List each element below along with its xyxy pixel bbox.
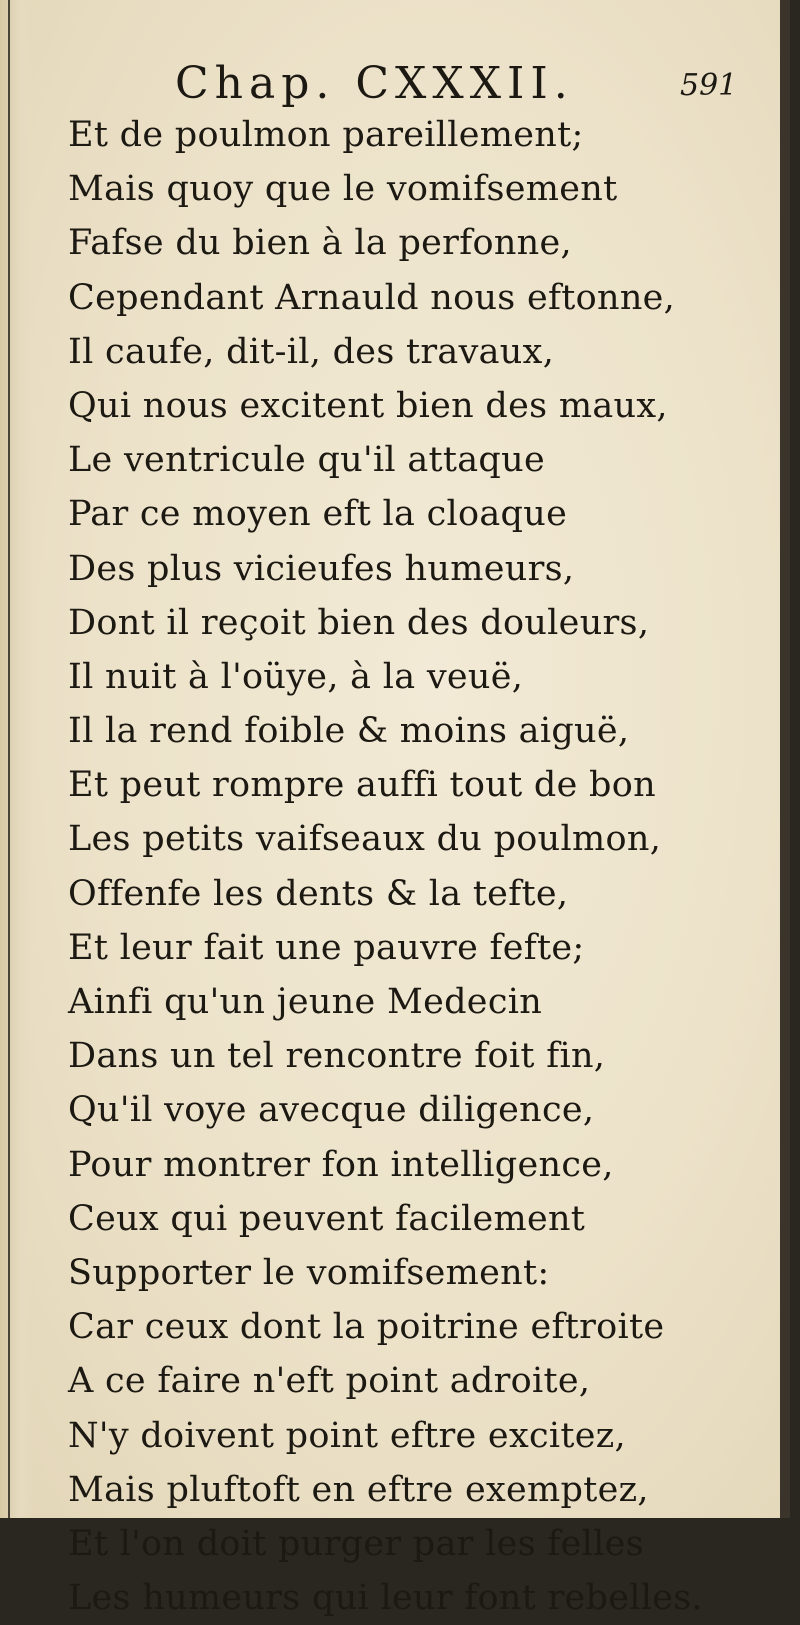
verse-line: Qui nous excitent bien des maux, [68, 385, 668, 426]
page-number: 591 [680, 68, 738, 103]
verse-line: Il nuit à l'oüye, à la veuë, [68, 656, 524, 697]
verse-line: Car ceux dont la poitrine eftroite [68, 1307, 665, 1348]
verse-line: Dont il reçoit bien des douleurs, [68, 602, 650, 643]
verse-line: Les humeurs qui leur font rebelles. [68, 1578, 703, 1619]
verse-block [68, 108, 728, 1625]
verse-line: Il caufe, dit-il, des travaux, [68, 331, 555, 372]
verse-line: Et l'on doit purger par les felles [68, 1523, 644, 1564]
verse-line: Qu'il voye avecque diligence, [68, 1090, 595, 1131]
verse-line: Ceux qui peuvent facilement [68, 1198, 586, 1239]
verse-line: A ce faire n'eft point adroite, [68, 1361, 591, 1402]
verse-line: Par ce moyen eft la cloaque [68, 494, 568, 535]
verse-line: Dans un tel rencontre foit fin, [68, 1036, 606, 1077]
verse-line: Et leur fait une pauvre fefte; [68, 927, 585, 968]
verse-line: Et de poulmon pareillement; [68, 115, 584, 155]
verse-line: Le ventricule qu'il attaque [68, 440, 545, 481]
verse-line: N'y doivent point eftre excitez, [68, 1415, 626, 1456]
verse-line: Ainfi qu'un jeune Medecin [68, 982, 543, 1022]
page-gutter [0, 0, 34, 1518]
verse-line: Et peut rompre auffi tout de bon [68, 765, 656, 806]
verse-line: Mais quoy que le vomifsement [68, 169, 618, 210]
verse-line: Cependant Arnauld nous eftonne, [68, 277, 676, 318]
binding-edge [8, 0, 10, 1518]
verse-line: Les petits vaifseaux du poulmon, [68, 819, 662, 860]
verse-line: Fafse du bien à la perfonne, [68, 223, 572, 264]
verse-line: Supporter le vomifsement: [68, 1252, 550, 1293]
page-edge [780, 0, 790, 1518]
verse-line: Pour montrer fon intelligence, [68, 1144, 614, 1185]
verse-line: Mais pluftoft en eftre exemptez, [68, 1469, 649, 1510]
verse-line: Offenfe les dents & la tefte, [68, 873, 569, 914]
running-head: Chap. CXXXII. [175, 58, 574, 109]
verse-line: Il la rend foible & moins aiguë, [68, 711, 630, 752]
verse-line: Des plus vicieufes humeurs, [68, 548, 575, 589]
